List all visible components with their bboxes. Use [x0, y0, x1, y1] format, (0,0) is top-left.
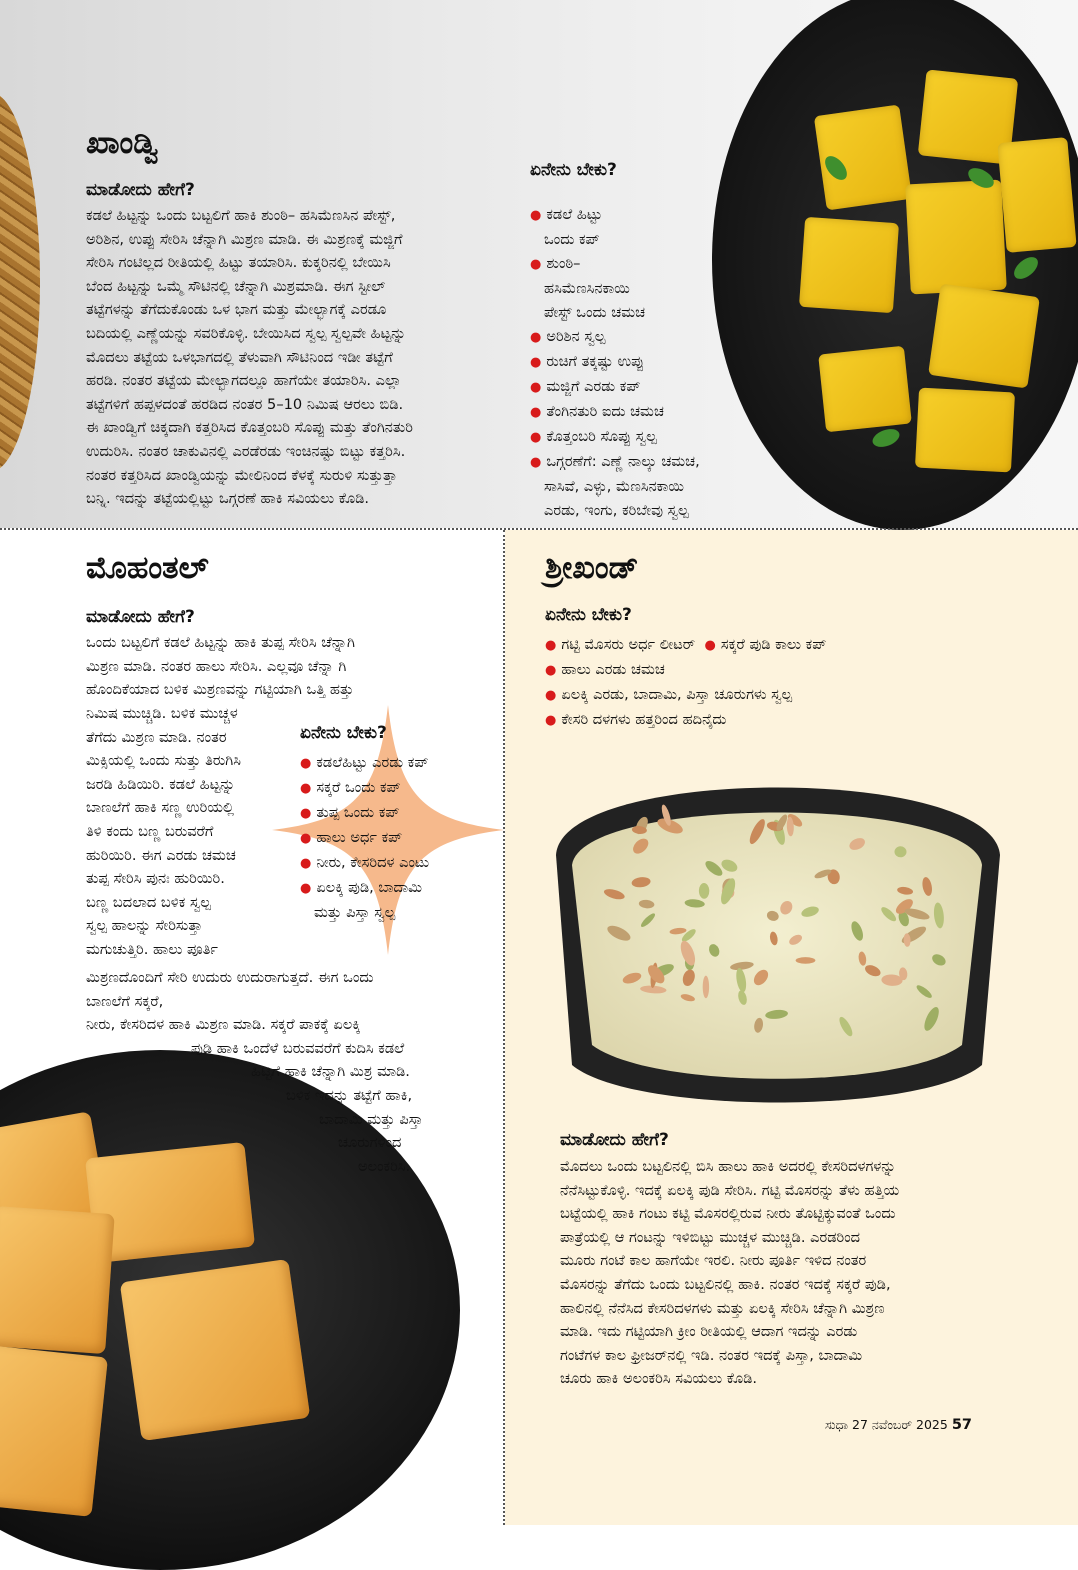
ingredient-item: ● ಏಲಕ್ಕಿ ಎರಡು, ಬಾದಾಮಿ, ಪಿಸ್ತಾ ಚೂರುಗಳು ಸ್ವಲ್ಪ: [545, 686, 793, 703]
method-line: ನಂತರ ಕತ್ತರಿಸಿದ ಖಾಂಡ್ವಿಯನ್ನು ಮೇಲಿನಿಂದ ಕೆಳಕ್ಕೆ ಸುರುಳಿ ಸುತ್ತುತ್ತಾ: [86, 466, 398, 484]
bullet-icon: ●: [530, 380, 542, 395]
method-line: ಒಂದು ಬಟ್ಟಲಿಗೆ ಕಡಲೆ ಹಿಟ್ಟನ್ನು ಹಾಕಿ ತುಪ್ಪ ಸೇರಿಸಿ ಚೆನ್ನಾಗಿ: [86, 634, 355, 651]
method-line: ಮಿಶ್ರಣ ಮಾಡಿ. ನಂತರ ಹಾಲು ಸೇರಿಸಿ. ಎಲ್ಲವೂ ಚೆನ್ನಾ ಗಿ: [86, 657, 347, 675]
method-line: ಅರಿಶಿನ, ಉಪ್ಪು ಸೇರಿಸಿ ಚೆನ್ನಾಗಿ ಮಿಶ್ರಣ ಮಾಡಿ. ಈ ಮಿಶ್ರಣಕ್ಕೆ ಮಜ್ಜಿಗೆ: [86, 230, 403, 248]
method-line: ಬದಿಯಲ್ಲಿ ಎಣ್ಣೆಯನ್ನು ಸವರಿಕೊಳ್ಳಿ. ಬೇಯಿಸಿದ ಸ್ವಲ್ಪ ಸ್ವಲ್ಪವೇ ಹಿಟ್ಟನ್ನು: [86, 324, 406, 342]
ingredient-item: ಸಾಸಿವೆ, ಎಳ್ಳು, ಮೆಣಸಿನಕಾಯಿ: [544, 478, 685, 495]
ingredient-item: ● ರುಚಿಗೆ ತಕ್ಕಷ್ಟು ಉಪ್ಪು: [530, 353, 645, 370]
ingredient-item: ● ಶುಂಠಿ–: [530, 255, 581, 272]
ingredient-item: ● ಹಾಲು ಎರಡು ಚಮಚ: [545, 661, 665, 678]
bullet-icon: ●: [300, 781, 312, 796]
method-line: ಉದುರಿಸಿ. ನಂತರ ಚಾಕುವಿನಲ್ಲಿ ಎರಡೆರಡು ಇಂಚಿನಷ್ಟು ಬಿಟ್ಟು ಕತ್ತರಿಸಿ.: [86, 442, 406, 460]
bullet-icon: ●: [300, 831, 312, 846]
mohanthal-method-text-top: [86, 631, 355, 702]
bullet-icon: ●: [530, 455, 542, 470]
bullet-icon: ●: [530, 430, 542, 445]
method-line: ಅಲಂಕರಿಸಿ.: [358, 1157, 411, 1175]
method-line: ಬಾಣಲೆಗೆ ಸಕ್ಕರೆ,: [86, 992, 164, 1010]
mohanthal-ingredients-list: [300, 751, 429, 925]
mohanthal-method-heading: ಮಾಡೋದು ಹೇಗೆ?: [86, 607, 195, 627]
method-line: ಸೇರಿಸಿ ಗಂಟಿಲ್ಲದ ರೀತಿಯಲ್ಲಿ ಹಿಟ್ಟು ತಯಾರಿಸಿ. ಕುಕ್ಕರಿನಲ್ಲಿ ಬೇಯಿಸಿ: [86, 254, 391, 272]
khandvi-ingredients-list: [530, 203, 700, 523]
method-line: ಹೊಂದಿಕೆಯಾದ ಬಳಿಕ ಮಿಶ್ರಣವನ್ನು ಗಟ್ಟಿಯಾಗಿ ಒತ್ತಿ ಹತ್ತು: [86, 681, 354, 699]
method-line: ಮಿಕ್ಸಿಯಲ್ಲಿ ಒಂದು ಸುತ್ತು ತಿರುಗಿಸಿ: [86, 752, 241, 770]
nut-piece: [703, 976, 709, 999]
method-line: ಚೂರುಗಳಿಂದ: [338, 1134, 402, 1152]
method-line: ಬಟ್ಟೆಯಲ್ಲಿ ಹಾಕಿ ಗಂಟು ಕಟ್ಟಿ ಮೊಸರಲ್ಲಿರುವ ನೀರು ತೊಟ್ಟಿಕ್ಕುವಂತೆ ಒಂದು: [560, 1205, 896, 1223]
method-line: ಮೊಸರನ್ನು ತೆಗೆದು ಒಂದು ಬಟ್ಟಲಿನಲ್ಲಿ ಹಾಕಿ. ನಂತರ ಇದಕ್ಕೆ ಸಕ್ಕರೆ ಪುಡಿ,: [560, 1275, 891, 1293]
method-line: ತುಪ್ಪ ಸೇರಿಸಿ ಪುನಃ ಹುರಿಯಿರಿ.: [86, 870, 225, 888]
method-line: ಹುರಿಯಿರಿ. ಈಗ ಎರಡು ಚಮಚ: [86, 846, 236, 864]
khandvi-method-heading: ಮಾಡೋದು ಹೇಗೆ?: [86, 180, 195, 200]
bullet-icon: ●: [545, 688, 557, 703]
method-line: ಬೆಂದ ಹಿಟ್ಟನ್ನು ಒಮ್ಮೆ ಸೌಟಿನಲ್ಲಿ ಚೆನ್ನಾಗಿ ಮಿಶ್ರಮಾಡಿ. ಈಗ ಸ್ಟೀಲ್: [86, 277, 386, 295]
shrikhand-title: ಶ್ರೀಖಂಡ್: [545, 550, 639, 586]
method-line: ಮಿಶ್ರಣದೊಂದಿಗೆ ಸೇರಿ ಉದುರು ಉದುರಾಗುತ್ತದೆ. ಈಗ ಒಂದು: [86, 969, 374, 986]
bullet-icon: ●: [530, 405, 542, 420]
ingredient-item: ಪೇಸ್ಟ್ ಒಂದು ಚಮಚ: [544, 304, 646, 321]
bullet-icon: ●: [530, 355, 542, 370]
shrikhand-ingredients-heading: ಏನೇನು ಬೇಕು?: [545, 605, 632, 625]
method-line: ಚೂರು ಹಾಕಿ ಅಲಂಕರಿಸಿ ಸವಿಯಲು ಕೊಡಿ.: [560, 1370, 758, 1388]
ingredient-item: ● ಕಡಲೆ ಹಿಟ್ಟು: [530, 206, 603, 223]
method-line: ನಿಮಿಷ ಮುಚ್ಚಿಡಿ. ಬಳಿಕ ಮುಚ್ಚಳ: [86, 705, 238, 722]
ingredient-item: ಒಂದು ಕಪ್: [544, 231, 600, 248]
ingredient-item: ಹಸಿಮೆಣಸಿನಕಾಯಿ: [544, 280, 630, 297]
mohanthal-title: ಮೊಹಂತಲ್: [86, 550, 209, 586]
bullet-icon: ●: [530, 257, 542, 272]
page-number: 57: [951, 1417, 972, 1433]
ingredient-item: ಎರಡು, ಇಂಗು, ಕರಿಬೇವು ಸ್ವಲ್ಪ: [544, 502, 689, 519]
khandvi-method-text: [86, 204, 413, 511]
ingredient-item: ● ನೀರು, ಕೇಸರಿದಳ ಎಂಟು: [300, 854, 430, 871]
bullet-icon: ●: [300, 756, 312, 771]
mohanthal-method-text-left: [86, 702, 241, 962]
ingredient-item: ● ಏಲಕ್ಕಿ ಪುಡಿ, ಬಾದಾಮಿ: [300, 879, 423, 896]
shrikhand-ingredients-list: [545, 633, 826, 733]
ingredient-item: ● ಕಡಲೆಹಿಟ್ಟು ಎರಡು ಕಪ್: [300, 754, 429, 771]
method-line: ಹಿಟ್ಟಿಗೆ ಹಾಕಿ ಚೆನ್ನಾಗಿ ಮಿಶ್ರ ಮಾಡಿ.: [251, 1063, 410, 1081]
method-line: ಜರಡಿ ಹಿಡಿಯಿರಿ. ಕಡಲೆ ಹಿಟ್ಟನ್ನು: [86, 775, 236, 793]
method-line: ಮಾಡಿ. ಇದು ಗಟ್ಟಿಯಾಗಿ ಕ್ರೀಂ ರೀತಿಯಲ್ಲಿ ಆದಾಗ ಇದನ್ನು ಎರಡು: [560, 1323, 858, 1341]
method-line: ಮಗುಚುತ್ತಿರಿ. ಹಾಲು ಪೂರ್ತಿ: [86, 940, 218, 958]
method-line: ಬಣ್ಣ ಬದಲಾದ ಬಳಿಕ ಸ್ವಲ್ಪ: [86, 893, 211, 911]
method-line: ಮೊದಲು ಒಂದು ಬಟ್ಟಲಿನಲ್ಲಿ ಬಿಸಿ ಹಾಲು ಹಾಕಿ ಅದರಲ್ಲಿ ಕೇಸರಿದಳಗಳನ್ನು: [560, 1158, 897, 1175]
bullet-icon: ●: [300, 881, 312, 896]
ingredient-item: ● ಒಗ್ಗರಣೆಗೆ: ಎಣ್ಣೆ ನಾಲ್ಕು ಚಮಚ,: [530, 453, 700, 470]
ingredient-item: ● ತುಪ್ಪ ಒಂದು ಕಪ್: [300, 804, 400, 821]
shrikhand-method-heading: ಮಾಡೋದು ಹೇಗೆ?: [560, 1130, 669, 1150]
shrikhand-method-text: [560, 1155, 899, 1391]
ingredient-text: ಸಕ್ಕರೆ ಪುಡಿ ಕಾಲು ಕಪ್: [720, 636, 827, 653]
method-line: ನೀರು, ಕೇಸರಿದಳ ಹಾಕಿ ಮಿಶ್ರಣ ಮಾಡಿ. ಸಕ್ಕರೆ ಪಾಕಕ್ಕೆ ಏಲಕ್ಕಿ: [86, 1016, 361, 1034]
method-line: ಈ ಖಾಂಡ್ವಿಗೆ ಚಿಕ್ಕದಾಗಿ ಕತ್ತರಿಸಿದ ಕೊತ್ತಂಬರಿ ಸೊಪ್ಪು ಮತ್ತು ತೆಂಗಿನತುರಿ: [86, 419, 414, 437]
khandvi-title: ಖಾಂಡ್ವಿ: [86, 125, 159, 161]
method-line: ಬಳಿಕ ಇದನ್ನು ತಟ್ಟೆಗೆ ಹಾಕಿ,: [286, 1086, 413, 1104]
method-line: ಹರಡಿ. ನಂತರ ತಟ್ಟೆಯ ಮೇಲ್ಭಾಗದಲ್ಲೂ ಹಾಗೆಯೇ ತಯಾರಿಸಿ. ಎಲ್ಲಾ: [86, 372, 402, 390]
method-line: ಮೊದಲು ತಟ್ಟೆಯ ಒಳಭಾಗದಲ್ಲಿ ತೆಳುವಾಗಿ ಸೌಟಿನಿಂದ ಇಡೀ ತಟ್ಟೆಗೆ: [86, 348, 393, 366]
method-line: ತಟ್ಟೆಗಳನ್ನು ತೆಗೆದುಕೊಂಡು ಒಳ ಭಾಗ ಮತ್ತು ಮೇಲ್ಭಾಗಕ್ಕೆ ಎರಡೂ: [86, 301, 387, 319]
ingredient-text: ಗಟ್ಟಿ ಮೊಸರು ಅರ್ಧ ಲೀಟರ್: [561, 636, 696, 653]
ingredient-item: ● ಕೇಸರಿ ದಳಗಳು ಹತ್ತರಿಂದ ಹದಿನೈದು: [545, 711, 727, 728]
method-line: ಮೂರು ಗಂಟೆ ಕಾಲ ಹಾಗೆಯೇ ಇರಲಿ. ನೀರು ಪೂರ್ತಿ ಇಳಿದ ನಂತರ: [560, 1252, 867, 1270]
nut-piece: [796, 957, 816, 964]
method-line: ಕಡಲೆ ಹಿಟ್ಟನ್ನು ಒಂದು ಬಟ್ಟಲಿಗೆ ಹಾಕಿ ಶುಂಠಿ– ಹಸಿಮೆಣಸಿನ ಪೇಸ್ಟ್,: [86, 207, 396, 224]
method-line: ಗಂಟೆಗಳ ಕಾಲ ಫ್ರೀಜರ್‌ನಲ್ಲಿ ಇಡಿ. ನಂತರ ಇದಕ್ಕೆ ಪಿಸ್ತಾ, ಬಾದಾಮಿ: [560, 1346, 863, 1364]
shrikhand-photo: [542, 745, 1010, 1109]
ingredient-item: ● ಅರಿಶಿನ ಸ್ವಲ್ಪ: [530, 328, 606, 345]
shrikhand-ingredient-row: [545, 633, 826, 658]
bullet-icon: ●: [530, 208, 542, 223]
bullet-icon: ●: [545, 713, 557, 728]
section-divider-vertical: [503, 530, 505, 1525]
ingredient-item: ● ಮಜ್ಜಿಗೆ ಎರಡು ಕಪ್: [530, 378, 641, 395]
khandvi-ingredients-heading: ಏನೇನು ಬೇಕು?: [530, 160, 617, 180]
bullet-icon: ●: [530, 330, 542, 345]
method-line: ಹಾಲಿನಲ್ಲಿ ನೆನೆಸಿದ ಕೇಸರಿದಳಗಳು ಮತ್ತು ಏಲಕ್ಕಿ ಸೇರಿಸಿ ಚೆನ್ನಾಗಿ ಮಿಶ್ರಣ: [560, 1299, 885, 1317]
method-line: ತಟ್ಟೆಗಳಿಗೆ ಹಪ್ಪಳದಂತೆ ಹರಡಿದ ನಂತರ 5–10 ನಿಮಿಷ ಆರಲು ಬಿಡಿ.: [86, 395, 404, 413]
method-line: ಸ್ವಲ್ಪ ಹಾಲನ್ನು ಸೇರಿಸುತ್ತಾ: [86, 917, 203, 935]
bullet-icon: ●: [704, 638, 716, 653]
bullet-icon: ●: [545, 638, 557, 653]
method-line: ತಿಳಿ ಕಂದು ಬಣ್ಣ ಬರುವರೆಗೆ: [86, 822, 214, 840]
page-footer: [825, 1417, 972, 1433]
method-line: ತೆಗೆದು ಮಿಶ್ರಣ ಮಾಡಿ. ನಂತರ: [86, 728, 227, 746]
bullet-icon: ●: [545, 663, 557, 678]
bullet-icon: ●: [300, 856, 312, 871]
footer-magazine-date: ಸುಧಾ 27 ನವೆಂಬರ್ 2025: [824, 1417, 948, 1432]
method-line: ಬಾಣಲೆಗೆ ಹಾಕಿ ಸಣ್ಣ ಉರಿಯಲ್ಲಿ: [86, 799, 235, 817]
bullet-icon: ●: [300, 806, 312, 821]
method-line: ಪಾತ್ರೆಯಲ್ಲಿ ಆ ಗಂಟನ್ನು ಇಳಿಬಿಟ್ಟು ಮುಚ್ಚಳ ಮುಚ್ಚಿಡಿ. ಎರಡರಿಂದ: [560, 1228, 861, 1246]
ingredient-item: ● ಕೊತ್ತಂಬರಿ ಸೊಪ್ಪು ಸ್ವಲ್ಪ: [530, 428, 657, 445]
mohanthal-method-text-bottom: [86, 966, 423, 1178]
ingredient-item: ಮತ್ತು ಪಿಸ್ತಾ ಸ್ವಲ್ಪ: [314, 904, 396, 921]
ingredient-item: ● ತೆಂಗಿನತುರಿ ಐದು ಚಮಚ: [530, 403, 664, 420]
method-line: ಬಾದಾಮಿ ಮತ್ತು ಪಿಸ್ತಾ: [319, 1110, 423, 1128]
method-line: ಬನ್ನಿ. ಇದನ್ನು ತಟ್ಟೆಯಲ್ಲಿಟ್ಟು ಒಗ್ಗರಣೆ ಹಾಕಿ ಸವಿಯಲು ಕೊಡಿ.: [86, 490, 370, 508]
method-line: ನೆನೆಸಿಟ್ಟುಕೊಳ್ಳಿ. ಇದಕ್ಕೆ ಏಲಕ್ಕಿ ಪುಡಿ ಸೇರಿಸಿ. ಗಟ್ಟಿ ಮೊಸರನ್ನು ತೆಳು ಹತ್ತಿಯ: [560, 1181, 900, 1199]
ingredient-item: ● ಸಕ್ಕರೆ ಒಂದು ಕಪ್: [300, 779, 401, 796]
mohanthal-ingredients-heading: ಏನೇನು ಬೇಕು?: [300, 723, 387, 743]
khandvi-photo: [712, 0, 1078, 530]
method-line: ಪುಡಿ ಹಾಕಿ ಒಂದೆಳೆ ಬರುವವರೆಗೆ ಕುದಿಸಿ ಕಡಲೆ: [191, 1039, 405, 1057]
ingredient-item: ● ಹಾಲು ಅರ್ಧ ಕಪ್: [300, 829, 403, 846]
